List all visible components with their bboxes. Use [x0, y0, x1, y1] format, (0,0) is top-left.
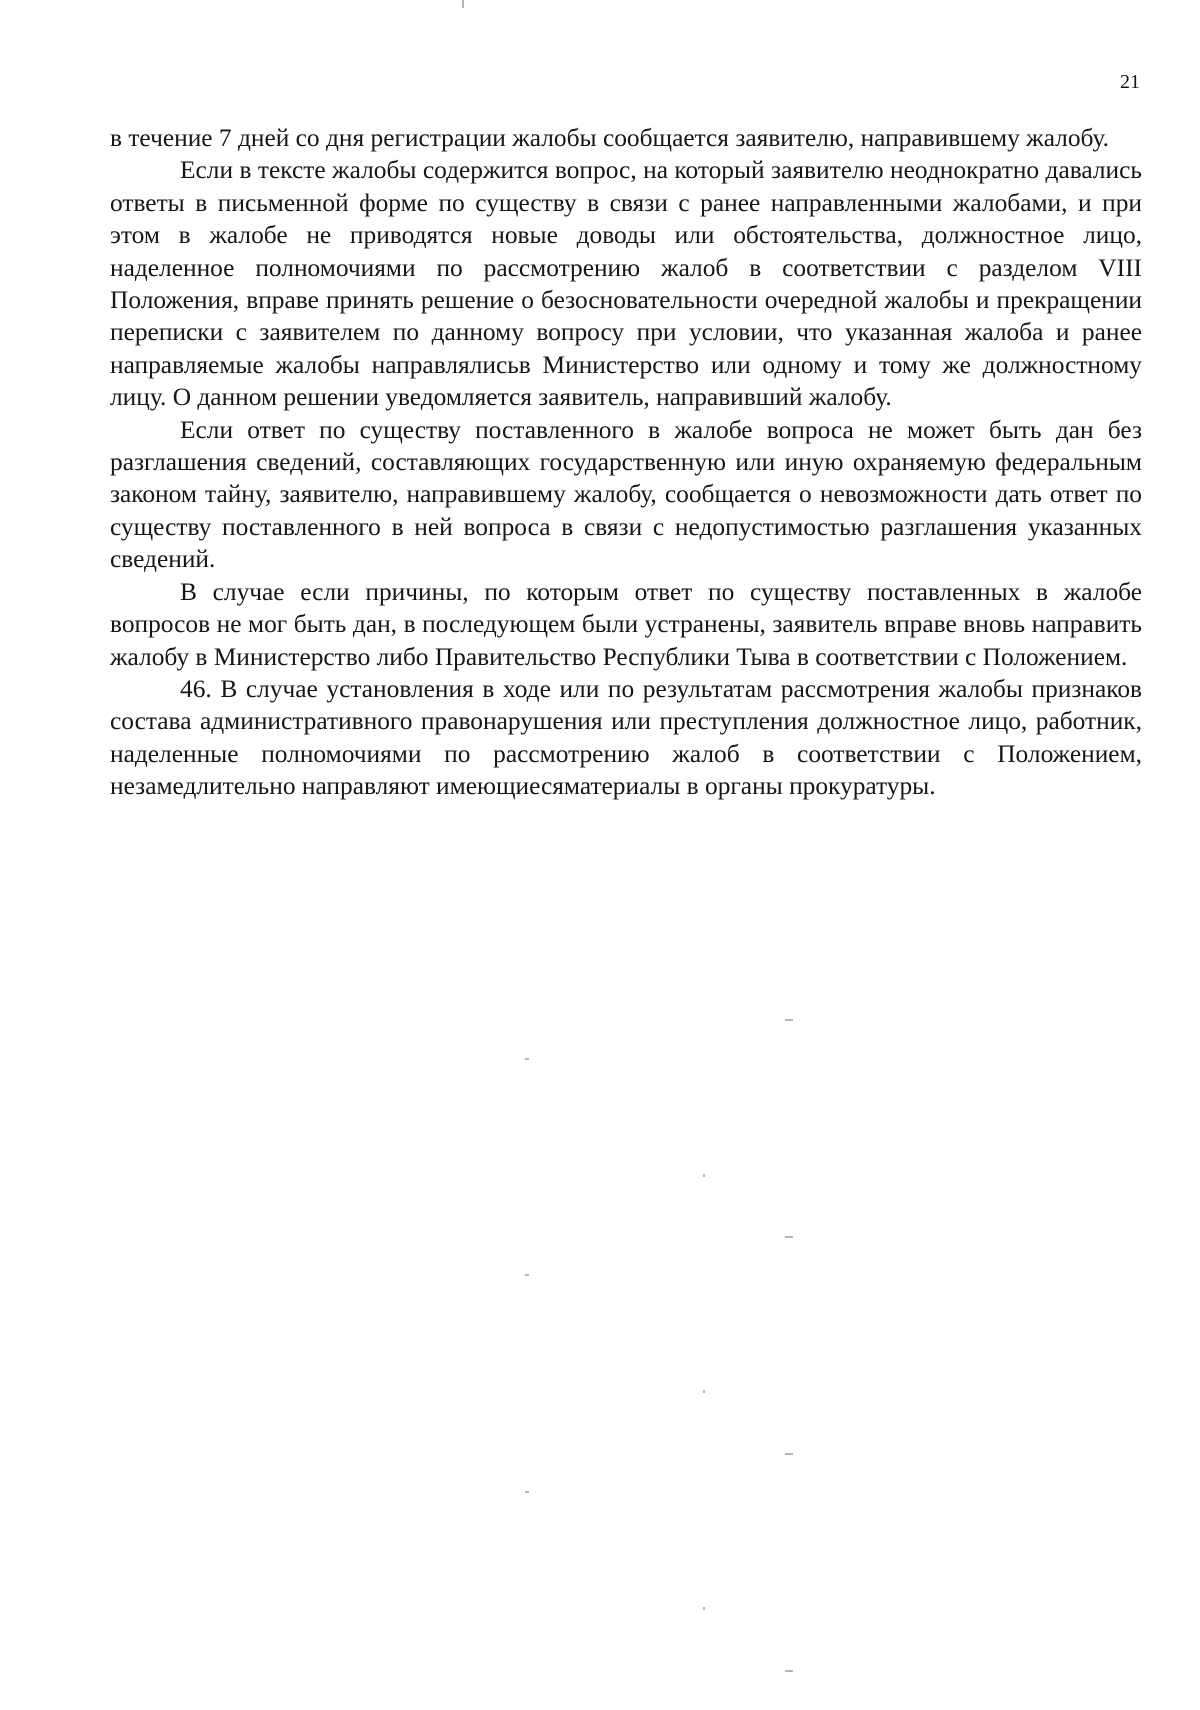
scan-speck [703, 1174, 705, 1177]
scan-speck [785, 1019, 793, 1021]
paragraph-2: Если в тексте жалобы содержится вопрос, на который заявителю неоднократно давались ответы в письменной форме по существу в связи с ранее направленными жалобами, и при этом в жалобе не приводятся новые доводы или обстоятельства, должностное лицо, наделенное полномочиями по рассмотрению жалоб в соответствии с разделом VIII Положения, вправе принять решение о безосновательности очередной жалобы и прекращении переписки с заявителем по данному вопросу при условии, что указанная жалоба и ранее направляемые жалобы направлялисьв Министерство или одному и тому же должностному лицу. О данном решении уведомляется заявитель, направивший жалобу. [110, 156, 1142, 412]
paragraph-3: Если ответ по существу поставленного в жалобе вопроса не может быть дан без разглашения сведений, составляющих государственную или иную охраняемую федеральным законом тайну, заявителю, направившему жалобу, сообщается о невозможности дать ответ по существу поставленного в ней вопроса в связи с недопустимостью разглашения указанных сведений. [110, 415, 1142, 574]
scan-speck [525, 1274, 529, 1276]
scan-speck [462, 0, 464, 8]
scan-speck [785, 1453, 793, 1455]
scan-speck [525, 1491, 529, 1493]
paragraph-5-item-46: 46. В случае установления в ходе или по результатам рассмотрения жалобы признаков состава административного правонарушения или преступления должностное лицо, работник, наделенные полномочиями по рассмотрению жалоб в соответствии с Положением, незамедлительно направляют имеющиесяматериалы в органы прокуратуры. [110, 674, 1142, 801]
scan-speck [785, 1236, 793, 1238]
scan-speck [525, 1058, 529, 1060]
scan-speck [703, 1607, 705, 1610]
scan-speck [703, 1390, 705, 1393]
paragraph-1: в течение 7 дней со дня регистрации жалобы сообщается заявителю, направившему жалобу. [110, 124, 1109, 152]
scan-speck [785, 1670, 793, 1672]
page-number: 21 [1120, 71, 1140, 93]
document-body [110, 122, 1142, 803]
paragraph-4: В случае если причины, по которым ответ по существу поставленных в жалобе вопросов не мог быть дан, в последующем были устранены, заявитель вправе вновь направить жалобу в Министерство либо Правительство Республики Тыва в соответствии с Положением. [110, 577, 1142, 671]
